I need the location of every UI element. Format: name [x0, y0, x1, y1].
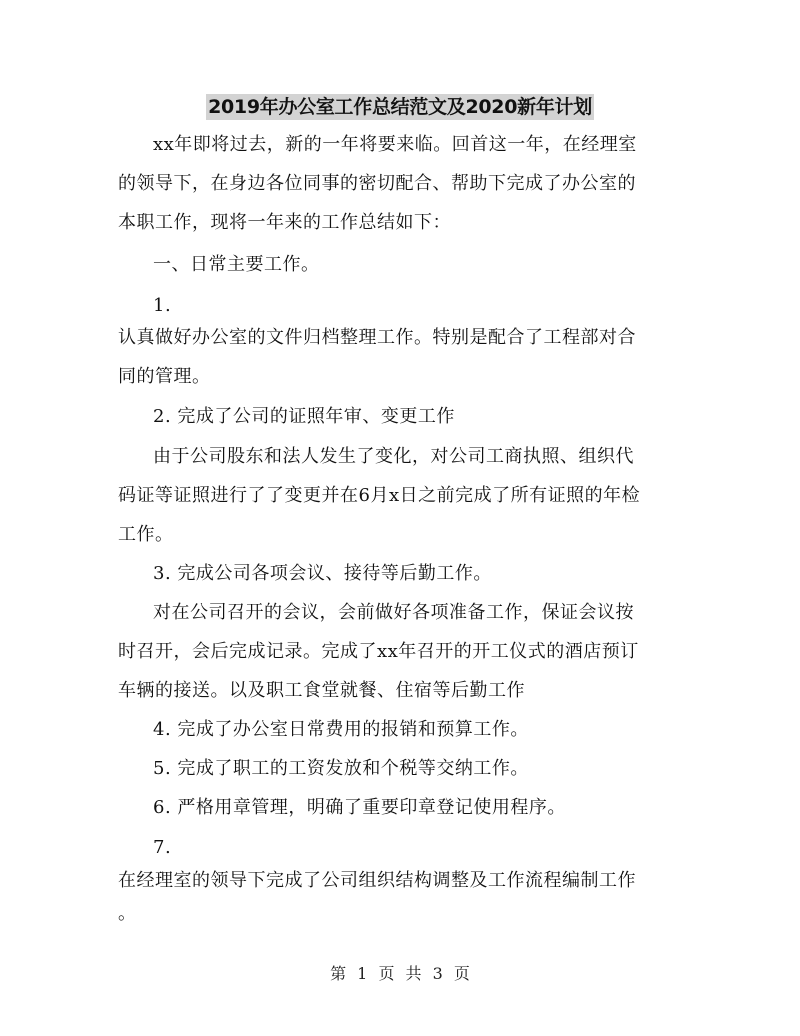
paragraph-line: 同的管理。: [118, 366, 211, 387]
paragraph-line: 6. 严格用章管理，明确了重要印章登记使用程序。: [153, 797, 566, 818]
paragraph-line: 7.: [153, 837, 172, 858]
paragraph-line: 4. 完成了办公室日常费用的报销和预算工作。: [153, 719, 529, 740]
paragraph-line: xx年即将过去，新的一年将要来临。回首这一年，在经理室: [153, 134, 637, 155]
paragraph-line: 工作。: [118, 524, 174, 545]
paragraph-line: 5. 完成了职工的工资发放和个税等交纳工作。: [153, 758, 529, 779]
paragraph-line: 本职工作，现将一年来的工作总结如下：: [118, 212, 451, 233]
paragraph-line: 2. 完成了公司的证照年审、变更工作: [153, 406, 455, 427]
paragraph-line: 一、日常主要工作。: [153, 254, 320, 275]
paragraph-line: 时召开，会后完成记录。完成了xx年召开的开工仪式的酒店预订: [118, 641, 639, 662]
paragraph-line: 3. 完成公司各项会议、接待等后勤工作。: [153, 563, 492, 584]
title-container: [0, 94, 800, 120]
paragraph-line: 码证等证照进行了了变更并在6月x日之前完成了所有证照的年检: [118, 485, 641, 506]
paragraph-line: 对在公司召开的会议，会前做好各项准备工作，保证会议按: [153, 602, 634, 623]
document-title: 2019年办公室工作总结范文及2020新年计划: [208, 96, 592, 118]
page-footer: 第 1 页 共 3 页: [330, 964, 470, 983]
paragraph-line: 的领导下，在身边各位同事的密切配合、帮助下完成了办公室的: [118, 173, 636, 194]
paragraph-line: 在经理室的领导下完成了公司组织结构调整及工作流程编制工作: [118, 870, 636, 891]
paragraph-line: 车辆的接送。以及职工食堂就餐、住宿等后勤工作: [118, 680, 525, 701]
paragraph-line: 认真做好办公室的文件归档整理工作。特别是配合了工程部对合: [118, 327, 636, 348]
paragraph-line: 1.: [153, 295, 172, 316]
paragraph-line: 。: [118, 903, 137, 924]
paragraph-line: 由于公司股东和法人发生了变化，对公司工商执照、组织代: [153, 446, 634, 467]
